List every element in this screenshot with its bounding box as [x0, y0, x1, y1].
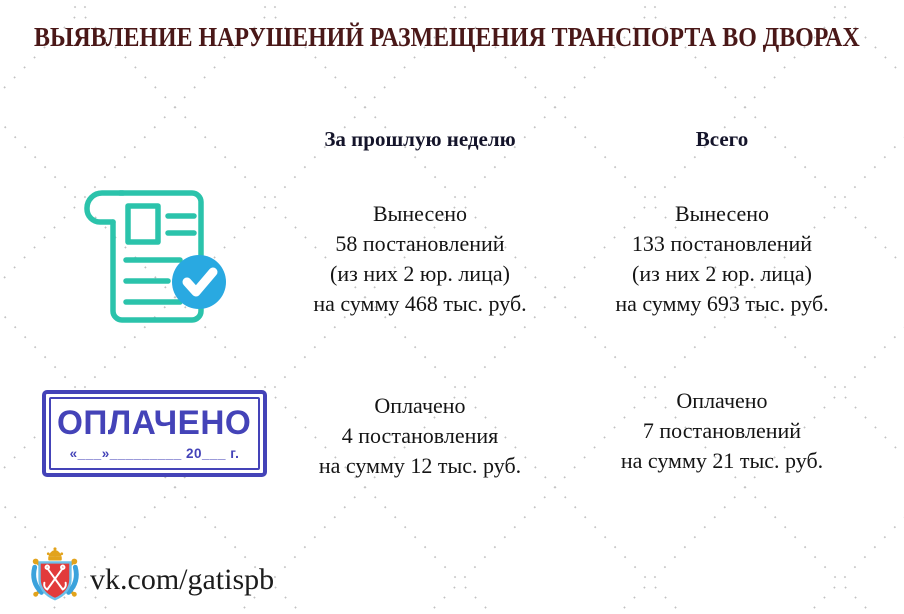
stat-line: Оплачено — [676, 388, 768, 413]
stat-line: на сумму 693 тыс. руб. — [615, 291, 829, 316]
stat-line: Вынесено — [372, 201, 468, 226]
stat-line: Оплачено — [374, 393, 466, 418]
paid-stamp-label: ОПЛАЧЕНО — [57, 404, 252, 442]
document-check-icon — [68, 172, 232, 332]
spb-coat-of-arms-icon — [26, 546, 84, 604]
stat-line: на сумму 468 тыс. руб. — [313, 291, 527, 316]
paid-stamp-date-line: «___»_________ 20___ г. — [69, 446, 240, 461]
stat-line: 133 постановлений — [631, 231, 813, 256]
vk-link[interactable]: vk.com/gatispb — [90, 563, 275, 596]
stat-line: на сумму 21 тыс. руб. — [620, 448, 824, 473]
stat-line: Вынесено — [674, 201, 770, 226]
stat-line: 58 постановлений — [335, 231, 505, 256]
paid-total-stats — [562, 386, 882, 476]
paid-week-stats — [270, 391, 570, 481]
paid-stamp — [42, 390, 267, 477]
stat-line: 7 постановлений — [642, 418, 802, 443]
column-header-week: За прошлую неделю — [324, 127, 516, 151]
stat-line: 4 постановления — [341, 423, 499, 448]
stat-line: (из них 2 юр. лица) — [632, 261, 812, 286]
paid-stamp-inner-border — [49, 397, 260, 470]
issued-week-stats — [270, 199, 570, 319]
issued-total-stats — [562, 199, 882, 319]
column-header-total: Всего — [695, 127, 749, 151]
stat-line: (из них 2 юр. лица) — [330, 261, 510, 286]
page-title: ВЫЯВЛЕНИЕ НАРУШЕНИЙ РАЗМЕЩЕНИЯ ТРАНСПОРТА ВО ДВОРАХ — [34, 22, 860, 52]
stat-line: на сумму 12 тыс. руб. — [318, 453, 522, 478]
